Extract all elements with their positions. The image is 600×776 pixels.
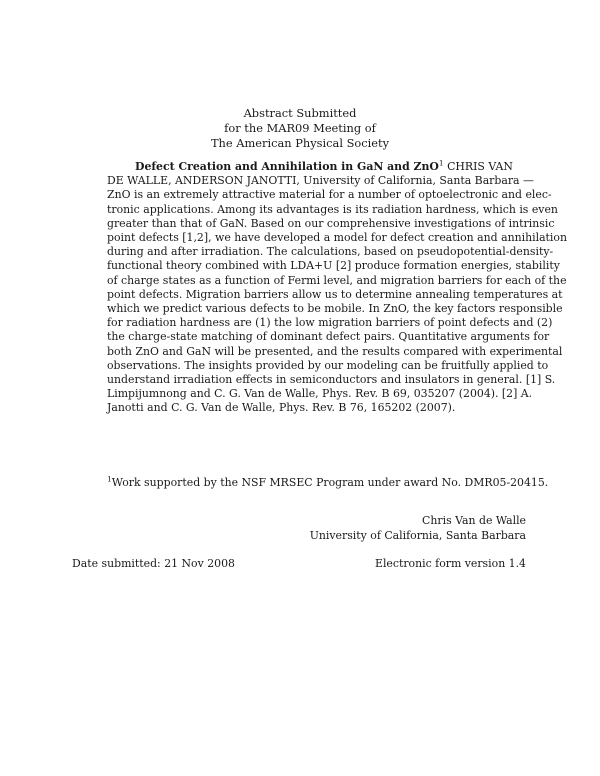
abstract-line: functional theory combined with LDA+U [2] produce formation energies, stability — [107, 259, 560, 273]
footnote-text: Work supported by the NSF MRSEC Program under award No. DMR05-20415. — [111, 476, 549, 489]
abstract-first-line — [107, 158, 513, 174]
abstract-line: during and after irradiation. The calculations, based on pseudopotential-density- — [107, 245, 554, 259]
abstract-line: Limpijumnong and C. G. Van de Walle, Phys. Rev. B 69, 035207 (2004). [2] A. — [107, 387, 533, 401]
abstract-line: observations. The insights provided by our modeling can be fruitfully applied to — [107, 358, 549, 372]
abstract-title: Defect Creation and Annihilation in GaN and ZnO — [135, 160, 439, 173]
funding-footnote — [107, 474, 549, 489]
signature-affiliation: University of California, Santa Barbara — [309, 529, 526, 542]
form-version: Electronic form version 1.4 — [375, 557, 526, 570]
header-line-1: Abstract Submitted — [243, 106, 357, 120]
date-submitted: Date submitted: 21 Nov 2008 — [72, 557, 235, 570]
abstract-line: ZnO is an extremely attractive material for a number of optoelectronic and elec- — [107, 188, 552, 202]
abstract-line: greater than that of GaN. Based on our comprehensive investigations of intrinsic — [107, 216, 555, 230]
abstract-line: both ZnO and GaN will be presented, and the results compared with experimental — [107, 344, 563, 358]
abstract-line: point defects. Migration barriers allow us to determine annealing temperatures at — [107, 287, 563, 301]
abstract-line: DE WALLE, ANDERSON JANOTTI, University of California, Santa Barbara — — [107, 174, 534, 188]
abstract-body — [107, 158, 567, 416]
abstract-line: understand irradiation effects in semiconductors and insulators in general. [1] S. — [107, 373, 556, 387]
abstract-line: which we predict various defects to be mobile. In ZnO, the key factors responsible — [107, 302, 563, 316]
abstract-line: the charge-state matching of dominant defect pairs. Quantitative arguments for — [107, 330, 550, 344]
signature-name: Chris Van de Walle — [422, 514, 526, 527]
abstract-line-last: Janotti and C. G. Van de Walle, Phys. Rev. B 76, 165202 (2007). — [107, 401, 456, 415]
abstract-line: CHRIS VAN — [443, 160, 513, 173]
abstract-line: tronic applications. Among its advantages is its radiation hardness, which is even — [107, 202, 558, 216]
abstract-line: of charge states as a function of Fermi level, and migration barriers for each of the — [107, 273, 567, 287]
title-footnote-marker: 1 — [438, 158, 444, 168]
submission-header — [0, 106, 600, 150]
header-line-2: for the MAR09 Meeting of — [224, 120, 376, 135]
footnote-marker: 1 — [107, 474, 112, 484]
abstract-line: for radiation hardness are (1) the low migration barriers of point defects and (2) — [107, 316, 553, 330]
header-line-3: The American Physical Society — [210, 135, 390, 150]
abstract-line: point defects [1,2], we have developed a model for defect creation and annihilation — [107, 231, 567, 245]
